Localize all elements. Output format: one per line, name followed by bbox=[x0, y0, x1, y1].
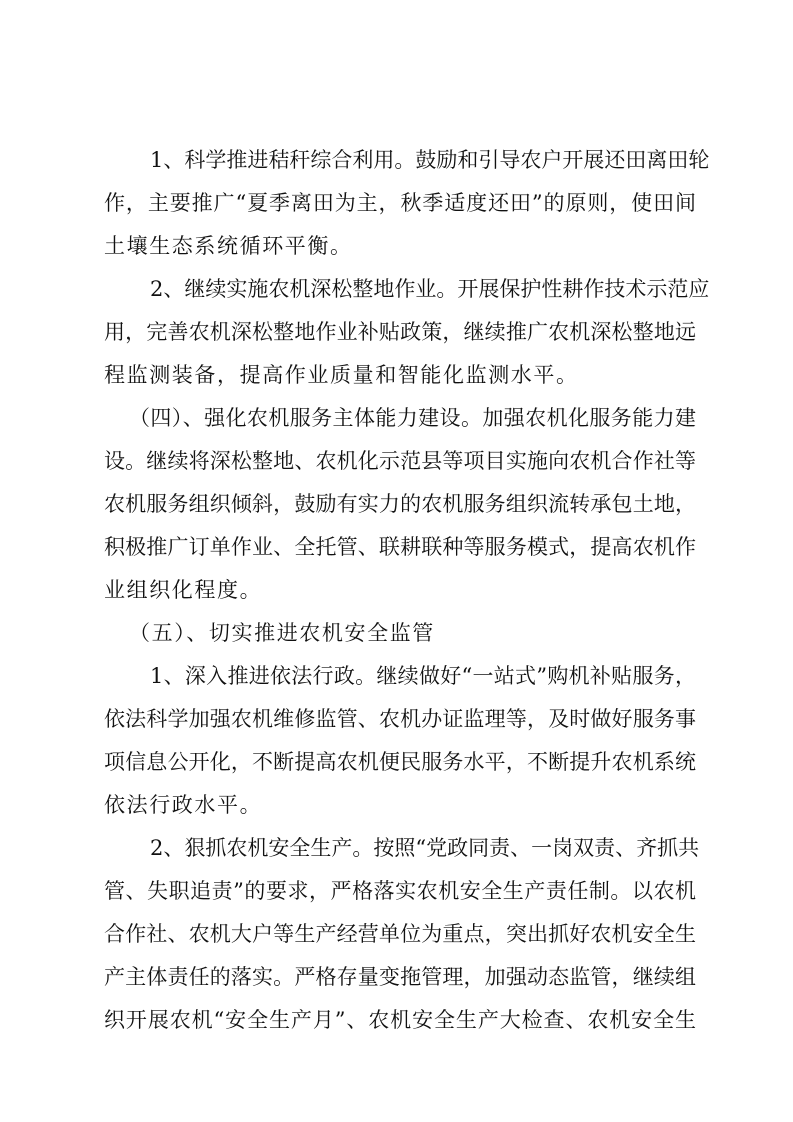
paragraph-line: 程监测装备，提高作业质量和智能化监测水平。 bbox=[104, 363, 579, 387]
section-heading: （五）、切实推进农机安全监管 bbox=[129, 621, 435, 645]
paragraph-line: 用，完善农机深松整地作业补贴政策，继续推广农机深松整地远 bbox=[104, 320, 696, 344]
paragraph-line: 设。继续将深松整地、农机化示范县等项目实施向农机合作社等 bbox=[104, 449, 696, 473]
paragraph-line: 1、科学推进秸秆综合利用。鼓励和引导农户开展还田离田轮 bbox=[150, 148, 710, 172]
paragraph-line: 作，主要推广“夏季离田为主，秋季适度还田”的原则，使田间 bbox=[104, 191, 696, 215]
paragraph-line: 依法科学加强农机维修监管、农机办证监理等，及时做好服务事 bbox=[104, 707, 696, 731]
paragraph-line: 业组织化程度。 bbox=[104, 578, 263, 602]
paragraph-line: 土壤生态系统循环平衡。 bbox=[104, 234, 353, 258]
paragraph-line: 2、继续实施农机深松整地作业。开展保护性耕作技术示范应 bbox=[150, 277, 710, 301]
paragraph-line: 1、深入推进依法行政。继续做好“一站式”购机补贴服务， bbox=[150, 664, 696, 688]
paragraph-line: 织开展农机“安全生产月”、农机安全生产大检查、农机安全生 bbox=[104, 1008, 696, 1032]
paragraph-line: 产主体责任的落实。严格存量变拖管理，加强动态监管，继续组 bbox=[104, 965, 696, 989]
paragraph-line: 项信息公开化，不断提高农机便民服务水平，不断提升农机系统 bbox=[104, 750, 696, 774]
paragraph-line: 农机服务组织倾斜，鼓励有实力的农机服务组织流转承包土地， bbox=[104, 492, 696, 516]
section-heading-line: （四）、强化农机服务主体能力建设。加强农机化服务能力建 bbox=[129, 406, 696, 430]
paragraph-line: 管、失职追责”的要求，严格落实农机安全生产责任制。以农机 bbox=[104, 879, 696, 903]
paragraph-line: 依法行政水平。 bbox=[104, 793, 263, 817]
paragraph-line: 2、狠抓农机安全生产。按照“党政同责、一岗双责、齐抓共 bbox=[150, 836, 700, 860]
paragraph-line: 积极推广订单作业、全托管、联耕联种等服务模式，提高农机作 bbox=[104, 535, 696, 559]
paragraph-line: 合作社、农机大户等生产经营单位为重点，突出抓好农机安全生 bbox=[104, 922, 696, 946]
